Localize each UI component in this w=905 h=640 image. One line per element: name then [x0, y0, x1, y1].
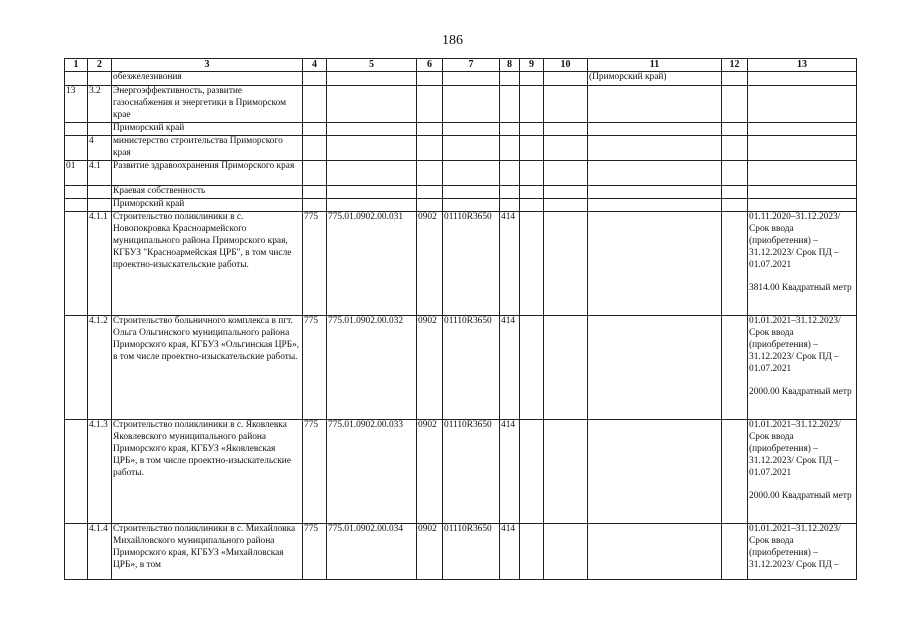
cell-text: 775	[304, 212, 319, 222]
table-cell-col-12	[722, 420, 748, 524]
table-cell-col-10	[544, 86, 588, 123]
table-cell-col-5	[327, 186, 417, 199]
table-cell-col-11	[588, 136, 722, 161]
cell-text: Краевая собственность	[113, 186, 206, 196]
table-cell-col-8	[500, 136, 520, 161]
cell-text: 414	[501, 316, 516, 326]
table-cell-col-3	[112, 316, 303, 420]
column-header: 1	[65, 59, 88, 72]
table-cell-col-8	[500, 524, 520, 580]
table-cell-col-6	[417, 123, 443, 136]
cell-text: 01.01.2021–31.12.2023/ Срок ввода (приобретения) – 31.12.2023/ Срок ПД –	[749, 524, 841, 570]
table-cell-col-12	[722, 212, 748, 316]
table-cell-col-5	[327, 524, 417, 580]
table-cell-col-11	[588, 123, 722, 136]
table-cell-col-9	[520, 136, 544, 161]
column-header: 10	[544, 59, 588, 72]
table-cell-col-5	[327, 86, 417, 123]
table-cell-col-2	[88, 123, 112, 136]
column-header: 3	[112, 59, 303, 72]
table-cell-col-8	[500, 86, 520, 123]
cell-text: 01.11.2020–31.12.2023/ Срок ввода (приобретения) – 31.12.2023/ Срок ПД – 01.07.2021 3814.00 Квадратный метр	[749, 212, 852, 294]
table-cell-col-6	[417, 161, 443, 186]
table-cell-col-1	[65, 72, 88, 86]
table-cell-col-1	[65, 86, 88, 123]
table-cell-col-1	[65, 212, 88, 316]
cell-text: 0902	[418, 420, 437, 430]
column-header: 5	[327, 59, 417, 72]
column-header: 7	[443, 59, 500, 72]
table-row	[65, 186, 857, 199]
table-cell-col-11	[588, 186, 722, 199]
table-cell-col-12	[722, 316, 748, 420]
table-cell-col-4	[303, 316, 327, 420]
table-cell-col-11	[588, 72, 722, 86]
table-cell-col-2	[88, 199, 112, 212]
table-row	[65, 123, 857, 136]
column-header: 9	[520, 59, 544, 72]
table-cell-col-12	[722, 136, 748, 161]
cell-text: Строительство поликлиники в с. Михайловка Михайловского муниципального района Приморского края, КГБУЗ «Михайловская ЦРБ», в том	[113, 524, 296, 570]
table-cell-col-7	[443, 316, 500, 420]
cell-text: 775	[304, 524, 319, 534]
table-cell-col-2	[88, 86, 112, 123]
table-cell-col-8	[500, 199, 520, 212]
cell-text: 01110R3650	[444, 420, 492, 430]
column-header: 6	[417, 59, 443, 72]
cell-text: 775.01.0902.00.031	[328, 212, 403, 222]
table-cell-col-7	[443, 186, 500, 199]
cell-text: 775	[304, 316, 319, 326]
cell-text: 0902	[418, 212, 437, 222]
table-cell-col-2	[88, 316, 112, 420]
cell-text: 01.01.2021–31.12.2023/ Срок ввода (приобретения) – 31.12.2023/ Срок ПД – 01.07.2021 2000.00 Квадратный метр	[749, 316, 852, 398]
cell-text: 4.1.2	[89, 316, 108, 326]
cell-text: 4.1.4	[89, 524, 108, 534]
cell-text: министерство строительства Приморского края	[113, 136, 283, 158]
table-cell-col-2	[88, 212, 112, 316]
column-header: 8	[500, 59, 520, 72]
table-cell-col-3	[112, 199, 303, 212]
table-cell-col-3	[112, 161, 303, 186]
table-cell-col-6	[417, 316, 443, 420]
table-cell-col-8	[500, 72, 520, 86]
table-cell-col-5	[327, 199, 417, 212]
table-row	[65, 136, 857, 161]
table-cell-col-5	[327, 420, 417, 524]
table-cell-col-10	[544, 316, 588, 420]
column-header: 11	[588, 59, 722, 72]
table-cell-col-9	[520, 212, 544, 316]
cell-text: 13	[66, 86, 76, 96]
table-cell-col-1	[65, 524, 88, 580]
cell-text: 4.1.1	[89, 212, 108, 222]
table-cell-col-4	[303, 420, 327, 524]
cell-text: обезжелезивония	[113, 72, 182, 82]
table-row	[65, 72, 857, 86]
table-cell-col-11	[588, 316, 722, 420]
table-cell-col-5	[327, 316, 417, 420]
column-header: 12	[722, 59, 748, 72]
table-cell-col-2	[88, 161, 112, 186]
cell-text: 414	[501, 420, 516, 430]
table-cell-col-1	[65, 136, 88, 161]
table-cell-col-11	[588, 524, 722, 580]
table-cell-col-9	[520, 420, 544, 524]
table-cell-col-2	[88, 420, 112, 524]
table-cell-col-4	[303, 86, 327, 123]
table-row	[65, 199, 857, 212]
cell-text: Строительство поликлиники в с. Новопокровка Красноармейского муниципального района Приморского края, КГБУЗ "Красноармейская ЦРБ", в том числе проектно-изыскательские работы.	[113, 212, 292, 270]
table-cell-col-1	[65, 161, 88, 186]
table-cell-col-11	[588, 161, 722, 186]
table-cell-col-3	[112, 524, 303, 580]
cell-text: Строительство поликлиники в с. Яковлевка Яковлевского муниципального района Приморского края, КГБУЗ «Яковлевская ЦРБ», в том числе проектно-изыскательские работы.	[113, 420, 291, 478]
cell-text: Приморский край	[113, 123, 185, 133]
table-cell-col-9	[520, 524, 544, 580]
table-cell-col-8	[500, 316, 520, 420]
cell-text: 775.01.0902.00.032	[328, 316, 403, 326]
table-cell-col-1	[65, 420, 88, 524]
column-header: 4	[303, 59, 327, 72]
table-cell-col-8	[500, 420, 520, 524]
table-cell-col-5	[327, 212, 417, 316]
cell-text: 414	[501, 524, 516, 534]
table-cell-col-13	[748, 316, 857, 420]
page-number: 186	[442, 33, 463, 48]
table-cell-col-6	[417, 199, 443, 212]
table-cell-col-4	[303, 72, 327, 86]
table-cell-col-11	[588, 86, 722, 123]
table-cell-col-9	[520, 199, 544, 212]
cell-text: 0902	[418, 316, 437, 326]
table-cell-col-13	[748, 123, 857, 136]
table-cell-col-4	[303, 524, 327, 580]
table-cell-col-13	[748, 212, 857, 316]
cell-text: Строительство больничного комплекса в пгт. Ольга Ольгинского муниципального района Приморского края, КГБУЗ «Ольгинская ЦРБ», в том числе проектно-изыскательские работы.	[113, 316, 300, 362]
cell-text: 775	[304, 420, 319, 430]
cell-text: 01110R3650	[444, 212, 492, 222]
table-cell-col-1	[65, 186, 88, 199]
table-cell-col-13	[748, 161, 857, 186]
table-row	[65, 316, 857, 420]
table-cell-col-6	[417, 136, 443, 161]
table-cell-col-10	[544, 212, 588, 316]
table-cell-col-1	[65, 123, 88, 136]
table-cell-col-10	[544, 123, 588, 136]
table-cell-col-5	[327, 161, 417, 186]
table-cell-col-12	[722, 72, 748, 86]
table-cell-col-1	[65, 316, 88, 420]
table-cell-col-7	[443, 86, 500, 123]
table-cell-col-11	[588, 212, 722, 316]
table-cell-col-1	[65, 199, 88, 212]
table-cell-col-4	[303, 186, 327, 199]
table-cell-col-4	[303, 123, 327, 136]
table-cell-col-6	[417, 212, 443, 316]
cell-text: 3.2	[89, 86, 101, 96]
table-cell-col-3	[112, 420, 303, 524]
column-header: 2	[88, 59, 112, 72]
table-cell-col-7	[443, 524, 500, 580]
table-cell-col-7	[443, 136, 500, 161]
table-cell-col-10	[544, 136, 588, 161]
table-cell-col-12	[722, 123, 748, 136]
table-cell-col-5	[327, 123, 417, 136]
table-cell-col-6	[417, 524, 443, 580]
table-cell-col-13	[748, 72, 857, 86]
table-cell-col-6	[417, 420, 443, 524]
table-cell-col-13	[748, 186, 857, 199]
cell-text: 4.1	[89, 161, 101, 171]
table-cell-col-8	[500, 123, 520, 136]
table-cell-col-10	[544, 161, 588, 186]
table-cell-col-7	[443, 212, 500, 316]
cell-text: (Приморский край)	[589, 72, 667, 82]
table-cell-col-6	[417, 186, 443, 199]
table-cell-col-7	[443, 123, 500, 136]
table-cell-col-6	[417, 72, 443, 86]
cell-text: 414	[501, 212, 516, 222]
table-cell-col-13	[748, 136, 857, 161]
table-row	[65, 524, 857, 580]
cell-text: 01110R3650	[444, 316, 492, 326]
cell-text: 4	[89, 136, 94, 146]
table-cell-col-10	[544, 524, 588, 580]
table-cell-col-5	[327, 72, 417, 86]
table-cell-col-7	[443, 72, 500, 86]
cell-text: Приморский край	[113, 199, 185, 209]
table-cell-col-7	[443, 420, 500, 524]
table-cell-col-10	[544, 199, 588, 212]
table-cell-col-3	[112, 212, 303, 316]
table-cell-col-2	[88, 72, 112, 86]
cell-text: 775.01.0902.00.034	[328, 524, 403, 534]
table-row	[65, 161, 857, 186]
table-cell-col-3	[112, 123, 303, 136]
table-cell-col-7	[443, 199, 500, 212]
table-cell-col-9	[520, 316, 544, 420]
table-cell-col-9	[520, 161, 544, 186]
table-cell-col-12	[722, 199, 748, 212]
cell-text: 01	[66, 161, 76, 171]
table-cell-col-12	[722, 161, 748, 186]
table-cell-col-2	[88, 136, 112, 161]
table-cell-col-11	[588, 420, 722, 524]
table-cell-col-9	[520, 186, 544, 199]
cell-text: Развитие здравоохранения Приморского края	[113, 161, 295, 171]
table-cell-col-11	[588, 199, 722, 212]
table-cell-col-8	[500, 161, 520, 186]
table-cell-col-9	[520, 123, 544, 136]
table-row	[65, 212, 857, 316]
table-cell-col-3	[112, 86, 303, 123]
table-cell-col-4	[303, 212, 327, 316]
table-cell-col-2	[88, 186, 112, 199]
table-cell-col-12	[722, 186, 748, 199]
table-cell-col-6	[417, 86, 443, 123]
table-cell-col-5	[327, 136, 417, 161]
cell-text: Энергоэффективность, развитие газоснабжения и энергетики в Приморском крае	[113, 86, 287, 120]
table-row	[65, 420, 857, 524]
table-cell-col-3	[112, 136, 303, 161]
cell-text: 01110R3650	[444, 524, 492, 534]
column-header: 13	[748, 59, 857, 72]
budget-table	[64, 58, 857, 580]
table-cell-col-10	[544, 72, 588, 86]
table-cell-col-13	[748, 86, 857, 123]
table-cell-col-12	[722, 86, 748, 123]
table-cell-col-9	[520, 72, 544, 86]
table-cell-col-8	[500, 212, 520, 316]
table-cell-col-7	[443, 161, 500, 186]
table-cell-col-10	[544, 186, 588, 199]
table-cell-col-13	[748, 524, 857, 580]
cell-text: 4.1.3	[89, 420, 108, 430]
table-cell-col-12	[722, 524, 748, 580]
table-cell-col-4	[303, 136, 327, 161]
table-header-row	[65, 59, 857, 72]
cell-text: 775.01.0902.00.033	[328, 420, 403, 430]
table-row	[65, 86, 857, 123]
cell-text: 0902	[418, 524, 437, 534]
cell-text: 01.01.2021–31.12.2023/ Срок ввода (приобретения) – 31.12.2023/ Срок ПД – 01.07.2021 2000.00 Квадратный метр	[749, 420, 852, 502]
table-cell-col-9	[520, 86, 544, 123]
table-cell-col-4	[303, 199, 327, 212]
table-cell-col-2	[88, 524, 112, 580]
table-cell-col-13	[748, 199, 857, 212]
table-cell-col-4	[303, 161, 327, 186]
table-cell-col-13	[748, 420, 857, 524]
table-cell-col-3	[112, 186, 303, 199]
table-cell-col-3	[112, 72, 303, 86]
table-cell-col-8	[500, 186, 520, 199]
table-cell-col-10	[544, 420, 588, 524]
